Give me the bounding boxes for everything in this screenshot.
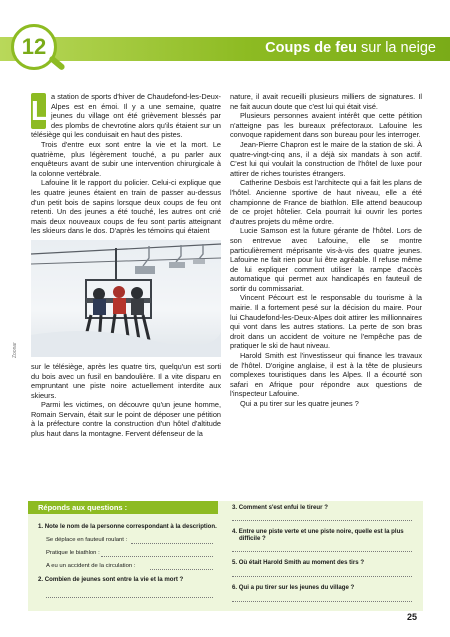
answer-line-6[interactable] bbox=[232, 601, 412, 602]
article-paragraph-1 bbox=[31, 92, 221, 140]
article-paragraph-12: Harold Smith est l'investisseur qui finance les travaux de l'hôtel. D'origine anglaise, il est à la tête de plusieurs complexes touristiques dans les Alpes. Il a écourté son safari en Afrique pour répondre aux questions de l'inspecteur Lafouine. bbox=[230, 351, 422, 399]
question-3: 3. Comment s'est enfui le tireur ? bbox=[232, 504, 328, 511]
question-5: 5. Où était Harold Smith au moment des tirs ? bbox=[232, 559, 365, 566]
answer-line-1c[interactable] bbox=[150, 569, 213, 570]
question-1-item-3: A eu un accident de la circulation : bbox=[46, 563, 136, 569]
article-closing-question: Qui a pu tirer sur les quatre jeunes ? bbox=[240, 399, 359, 408]
article-paragraph-8: Jean-Pierre Chapron est le maire de la station de ski. À quatre-vingt-cinq ans, il a déjà six mandats à son actif. C'est lui qui voulait la construction de l'hôtel de luxe pour attirer de riches touristes étrangers. bbox=[230, 139, 422, 178]
question-2: 2. Combien de jeunes sont entre la vie et la mort ? bbox=[38, 576, 184, 583]
answer-line-2[interactable] bbox=[46, 597, 213, 598]
article-paragraph-4: sur le télésiège, après les quatre tirs, quelqu'un est sorti du bois avec un fusil en bandoulière. Il a vite disparu en empruntant une piste noire actuellement interdite aux skieurs. bbox=[31, 361, 221, 400]
answer-line-1b[interactable] bbox=[101, 556, 213, 557]
chapter-number: 12 bbox=[21, 34, 47, 59]
question-6: 6. Qui a pu tirer sur les jeunes du village ? bbox=[232, 584, 355, 591]
article-paragraph-6: nature, il avait recueilli plusieurs milliers de signatures. Il ne fait aucun doute que c'est lui qui était visé. bbox=[230, 92, 422, 111]
question-4: 4. Entre une piste verte et une piste noire, quelle est la plus bbox=[232, 528, 404, 535]
question-1: 1. Note le nom de la personne correspondant à la description. bbox=[38, 523, 217, 530]
photo-credit: Zoonar bbox=[12, 342, 18, 358]
chapter-title bbox=[265, 40, 436, 56]
article-right-column bbox=[230, 92, 422, 409]
article-paragraph-10: Lucie Samson est la future gérante de l'hôtel. Lors de son entrevue avec Lafouine, elle se montre particulièrement méprisante vis-à-vis des quatre jeunes. Lafouine ne fait rien pour lui être agréable. Il refuse même de lui expliquer comment utiliser la rampe d'accès automatique qui permet aux handicapés en fauteuil de sortir du commissariat. bbox=[230, 226, 422, 293]
answer-line-3[interactable] bbox=[232, 520, 412, 521]
questions-heading: Réponds aux questions : bbox=[38, 503, 128, 512]
article-left-column bbox=[31, 92, 221, 439]
page-number: 25 bbox=[407, 612, 418, 622]
article-paragraph-9: Catherine Desbois est l'architecte qui a fait les plans de l'hôtel. Ancienne sportive de haut niveau, elle a été championne de France de biathlon. Elle attend beaucoup de ce projet hôtelier. Cela pourrait lui ouvrir les portes d'autres projets du même ordre. bbox=[230, 178, 422, 226]
answer-line-4[interactable] bbox=[232, 551, 412, 552]
article-paragraph-7: Plusieurs personnes avaient intérêt que cette pétition n'atteigne pas les bureaux préfectoraux. Lafouine les convoque rapidement dans son bureau pour les interroger. bbox=[230, 111, 422, 140]
article-paragraph-2: Trois d'entre eux sont entre la vie et la mort. Le quatrième, plus légèrement touché, a pu parler aux enquêteurs avant de subir une intervention chirurgicale à la colonne vertébrale. bbox=[31, 139, 221, 178]
article-paragraph-3: Lafouine lit le rapport du policier. Celui-ci explique que les quatre jeunes étaient en train de passer au-dessus d'un petit bois de sapins lorsque deux coups de feu ont retenti. Un des jeunes a été touché, les autres ont crié mais deux nouveaux coups de feu sont partis atteignant les skieurs dans le dos. D'après les témoins qui étaient bbox=[31, 178, 221, 236]
chairlift-photo bbox=[31, 240, 221, 357]
chapter-title-bold: Coups de feu bbox=[265, 40, 357, 56]
question-4-cont: difficile ? bbox=[239, 535, 266, 542]
article-paragraph-11: Vincent Pécourt est le responsable du tourisme à la mairie. Il a fortement pesé sur la décision du maire. Pour lui Chaudefond-les-Deux-Alpes doit attirer les millionnaires qui vont dans les autres stations. La perte de son bras droit dans un accident de voiture ne l'empêche pas de pratiquer le ski de haut niveau. bbox=[230, 293, 422, 351]
chapter-number-badge bbox=[11, 24, 57, 70]
answer-line-5[interactable] bbox=[232, 576, 412, 577]
answer-line-1a[interactable] bbox=[131, 543, 213, 544]
chapter-title-rest: sur la neige bbox=[357, 40, 436, 56]
question-1-item-2: Pratique le biathlon : bbox=[46, 550, 100, 556]
article-paragraph-1-text: a station de sports d'hiver de Chaudefond-les-Deux-Alpes est en émoi. Il y a une semaine, quatre jeunes du village ont été grièvement blessés par des plombs de chevrotine alors qu'ils étaient sur un télésiège qui les conduisait en haut des pistes. bbox=[31, 92, 221, 140]
question-1-item-1: Se déplace en fauteuil roulant : bbox=[46, 537, 128, 543]
chairlift-illustration bbox=[31, 240, 221, 357]
article-paragraph-5: Parmi les victimes, on découvre qu'un jeune homme, Romain Servain, était sur le point de déposer une pétition à la préfecture contre la construction d'un hôtel d'altitude plus haut dans la montagne. Fervent défenseur de la bbox=[31, 400, 221, 439]
questions-heading-bar bbox=[28, 501, 218, 514]
dropcap-letter: L bbox=[31, 93, 46, 129]
